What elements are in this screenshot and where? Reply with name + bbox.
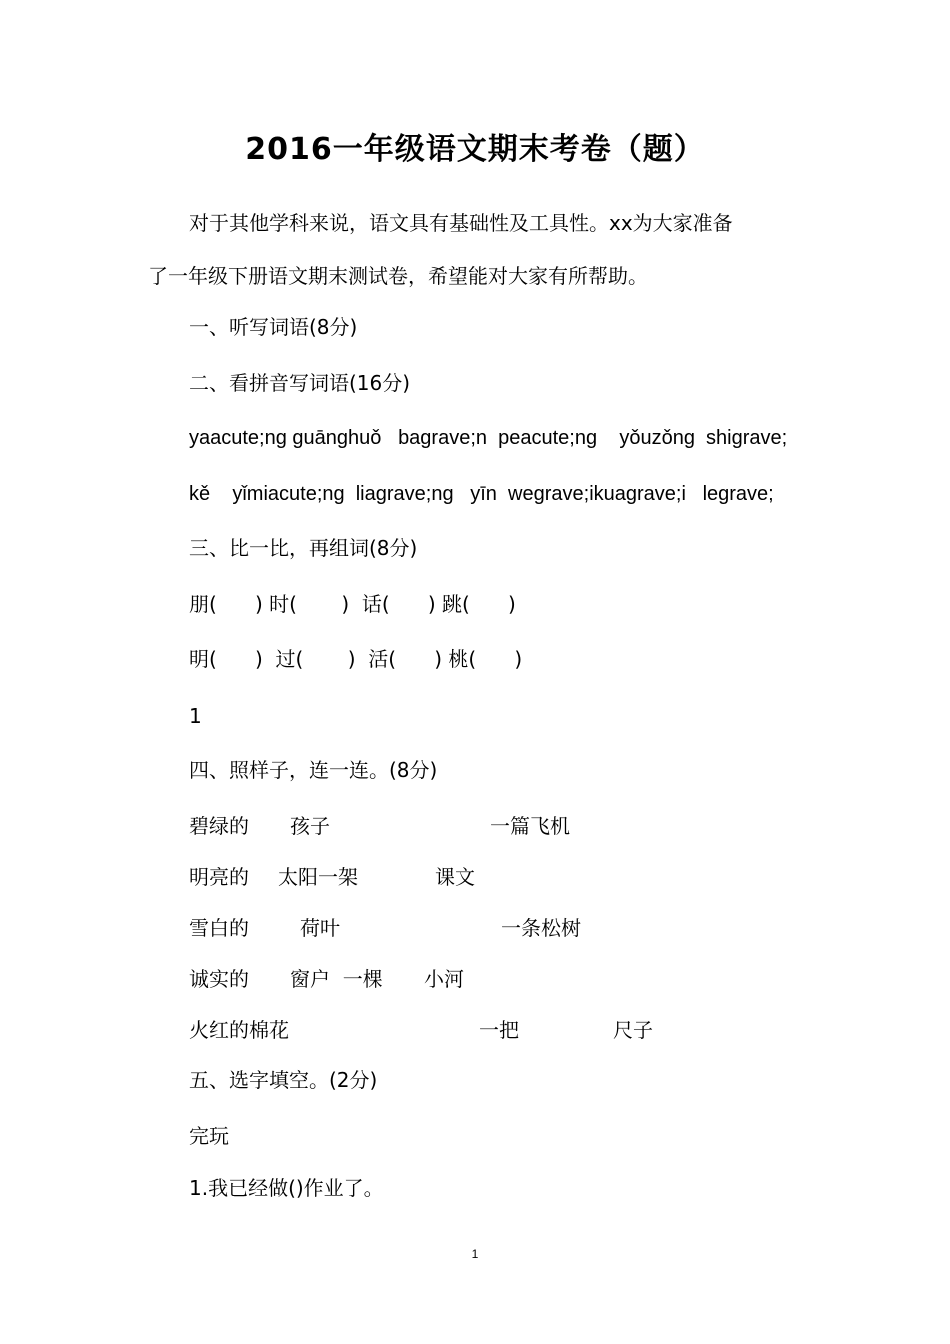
match-middle: 一把 [479,1018,519,1042]
match-middle: 窗户 一棵 [290,967,383,991]
match-left: 雪白的 [189,916,249,940]
choice-chars: 完玩 [189,1124,229,1148]
page-title: 2016一年级语文期末考卷（题） [245,132,705,167]
intro-line-1: 对于其他学科来说，语文具有基础性及工具性。xx为大家准备 [189,211,733,235]
match-middle: 太阳一架 [278,865,358,889]
match-right: 课文 [435,865,475,889]
match-left: 火红的棉花 [189,1018,289,1042]
match-right: 小河 [424,967,464,991]
compare-line-2: 明( ) 过( ) 活( ) 桃( ) [189,647,523,671]
match-middle: 荷叶 [300,916,340,940]
match-right: 一篇飞机 [490,814,570,838]
match-middle: 孩子 [290,814,330,838]
section-heading-2: 二、看拼音写词语(16分) [189,371,411,395]
match-right: 一条松树 [501,916,581,940]
match-left: 诚实的 [189,967,249,991]
intro-line-2: 了一年级下册语文期末测试卷，希望能对大家有所帮助。 [148,264,648,288]
match-left: 碧绿的 [189,814,249,838]
pinyin-line-1: yaacute;ng guānghuǒ bagrave;n peacute;ng yǒuzǒng shigrave; [189,427,788,449]
page-footer-number: 1 [471,1247,479,1261]
match-right: 尺子 [613,1018,653,1042]
match-left: 明亮的 [189,865,249,889]
pinyin-line-2: kě yǐmiacute;ng liagrave;ng yīn wegrave;ikuagrave;i legrave; [189,483,774,505]
section-heading-1: 一、听写词语(8分) [189,315,358,339]
inline-page-number: 1 [189,704,202,728]
question-1: 1.我已经做()作业了。 [189,1176,384,1200]
compare-line-1: 朋( ) 时( ) 话( ) 跳( ) [189,592,516,616]
section-heading-4: 四、照样子，连一连。(8分) [189,758,438,782]
section-heading-3: 三、比一比，再组词(8分) [189,536,418,560]
section-heading-5: 五、选字填空。(2分) [189,1068,378,1092]
